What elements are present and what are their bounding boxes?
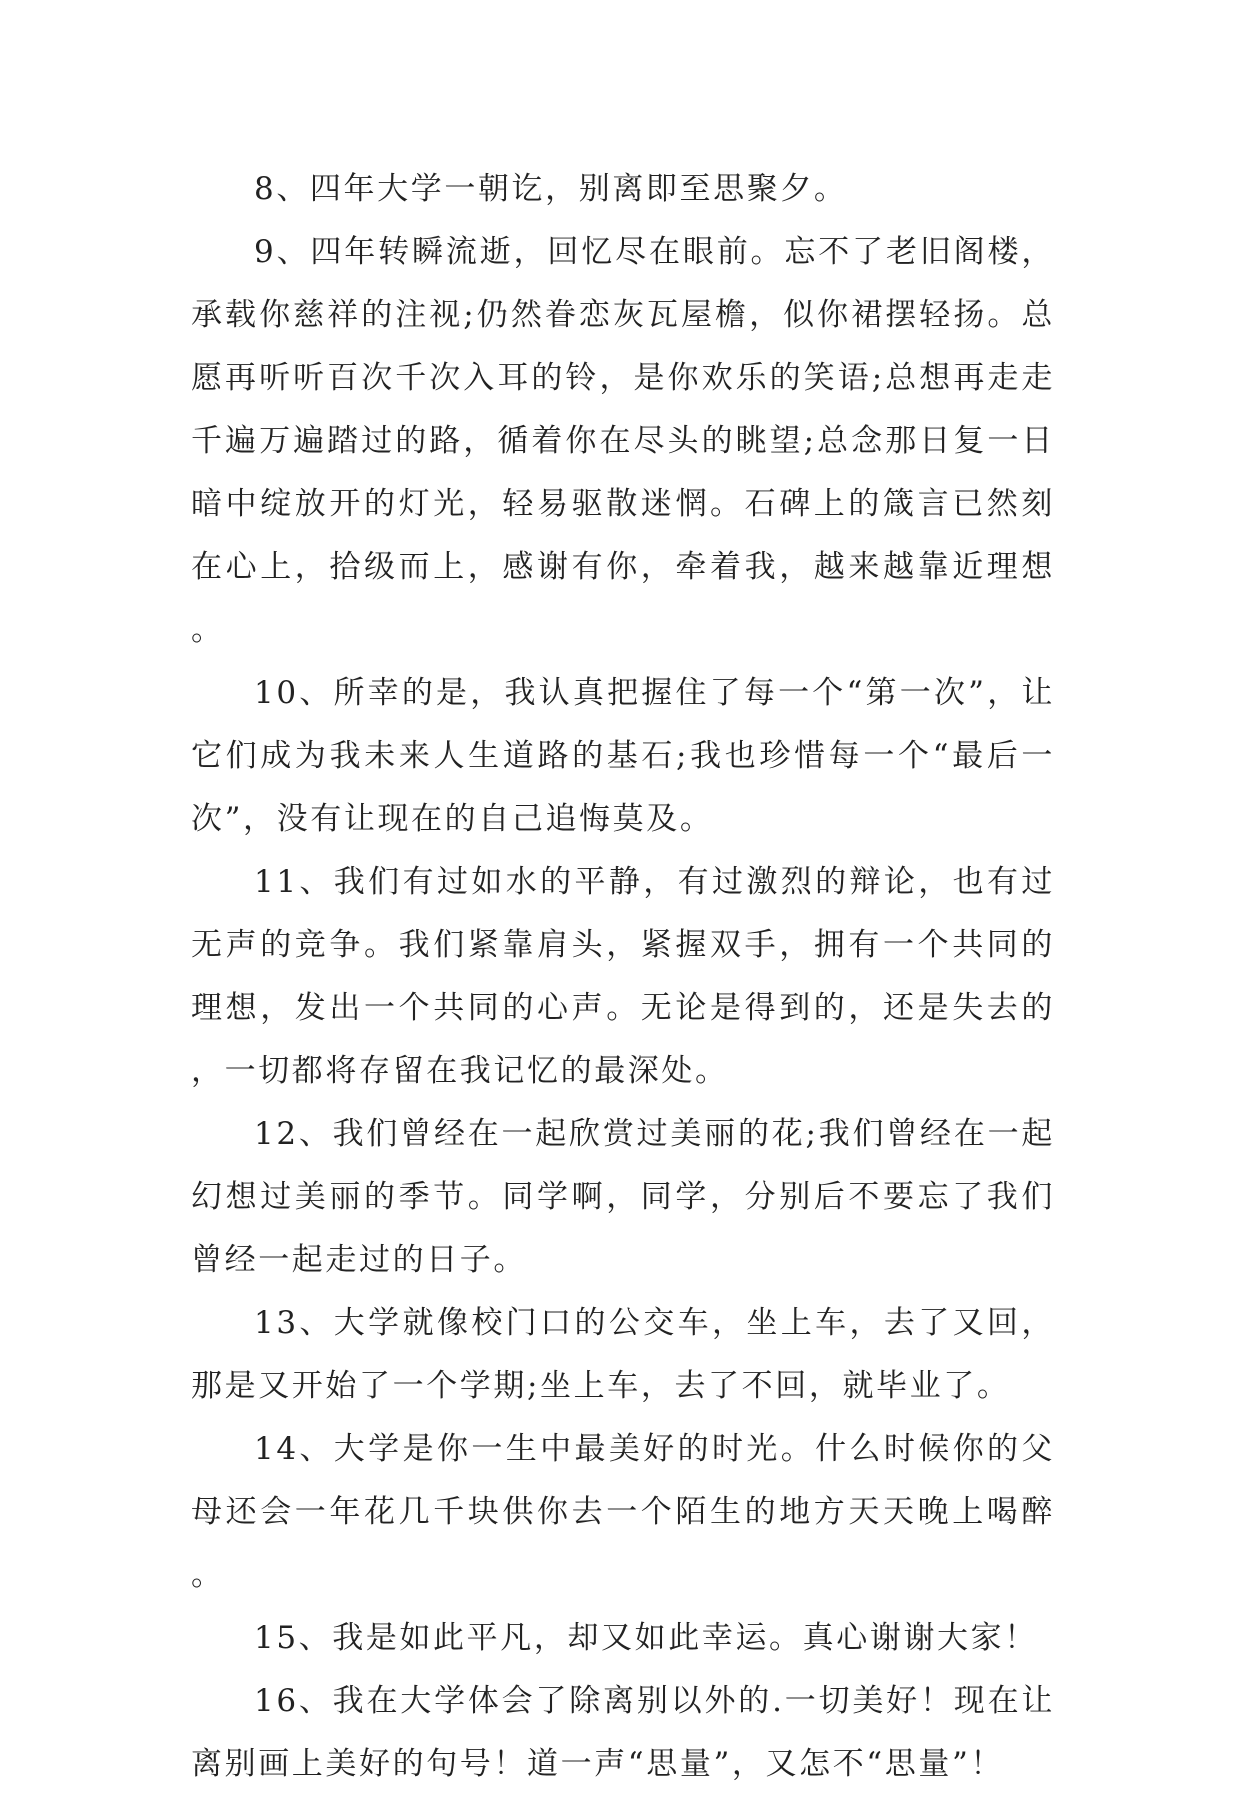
paragraph-10: 10、所幸的是，我认真把握住了每一个“第一次”，让它们成为我未来人生道路的基石;我也珍惜每一个“最后一次”，没有让现在的自己追悔莫及。 [191, 675, 1055, 837]
paragraph-13: 13、大学就像校门口的公交车，坐上车，去了又回，那是又开始了一个学期;坐上车，去了不回，就毕业了。 [191, 1305, 1055, 1404]
paragraph-12: 12、我们曾经在一起欣赏过美丽的花;我们曾经在一起幻想过美丽的季节。同学啊，同学，分别后不要忘了我们曾经一起走过的日子。 [191, 1116, 1055, 1278]
paragraph-11: 11、我们有过如水的平静，有过激烈的辩论，也有过无声的竞争。我们紧靠肩头，紧握双手，拥有一个共同的理想，发出一个共同的心声。无论是得到的，还是失去的，一切都将存留在我记忆的最深处。 [191, 864, 1055, 1089]
paragraph-14: 14、大学是你一生中最美好的时光。什么时候你的父母还会一年花几千块供你去一个陌生的地方天天晚上喝醉。 [191, 1431, 1055, 1593]
document-body [191, 158, 1055, 1796]
paragraph-8: 8、四年大学一朝讫，别离即至思聚夕。 [254, 171, 848, 207]
paragraph-15: 15、我是如此平凡，却又如此幸运。真心谢谢大家！ [254, 1620, 1038, 1656]
paragraph-16: 16、我在大学体会了除离别以外的.一切美好！现在让离别画上美好的句号！道一声“思量”，又怎不“思量”！ [191, 1683, 1055, 1782]
paragraph-9: 9、四年转瞬流逝，回忆尽在眼前。忘不了老旧阁楼，承载你慈祥的注视;仍然眷恋灰瓦屋檐，似你裙摆轻扬。总愿再听听百次千次入耳的铃，是你欢乐的笑语;总想再走走千遍万遍踏过的路，循着你在尽头的眺望;总念那日复一日暗中绽放开的灯光，轻易驱散迷惘。石碑上的箴言已然刻在心上，拾级而上，感谢有你，牵着我，越来越靠近理想。 [191, 234, 1055, 648]
